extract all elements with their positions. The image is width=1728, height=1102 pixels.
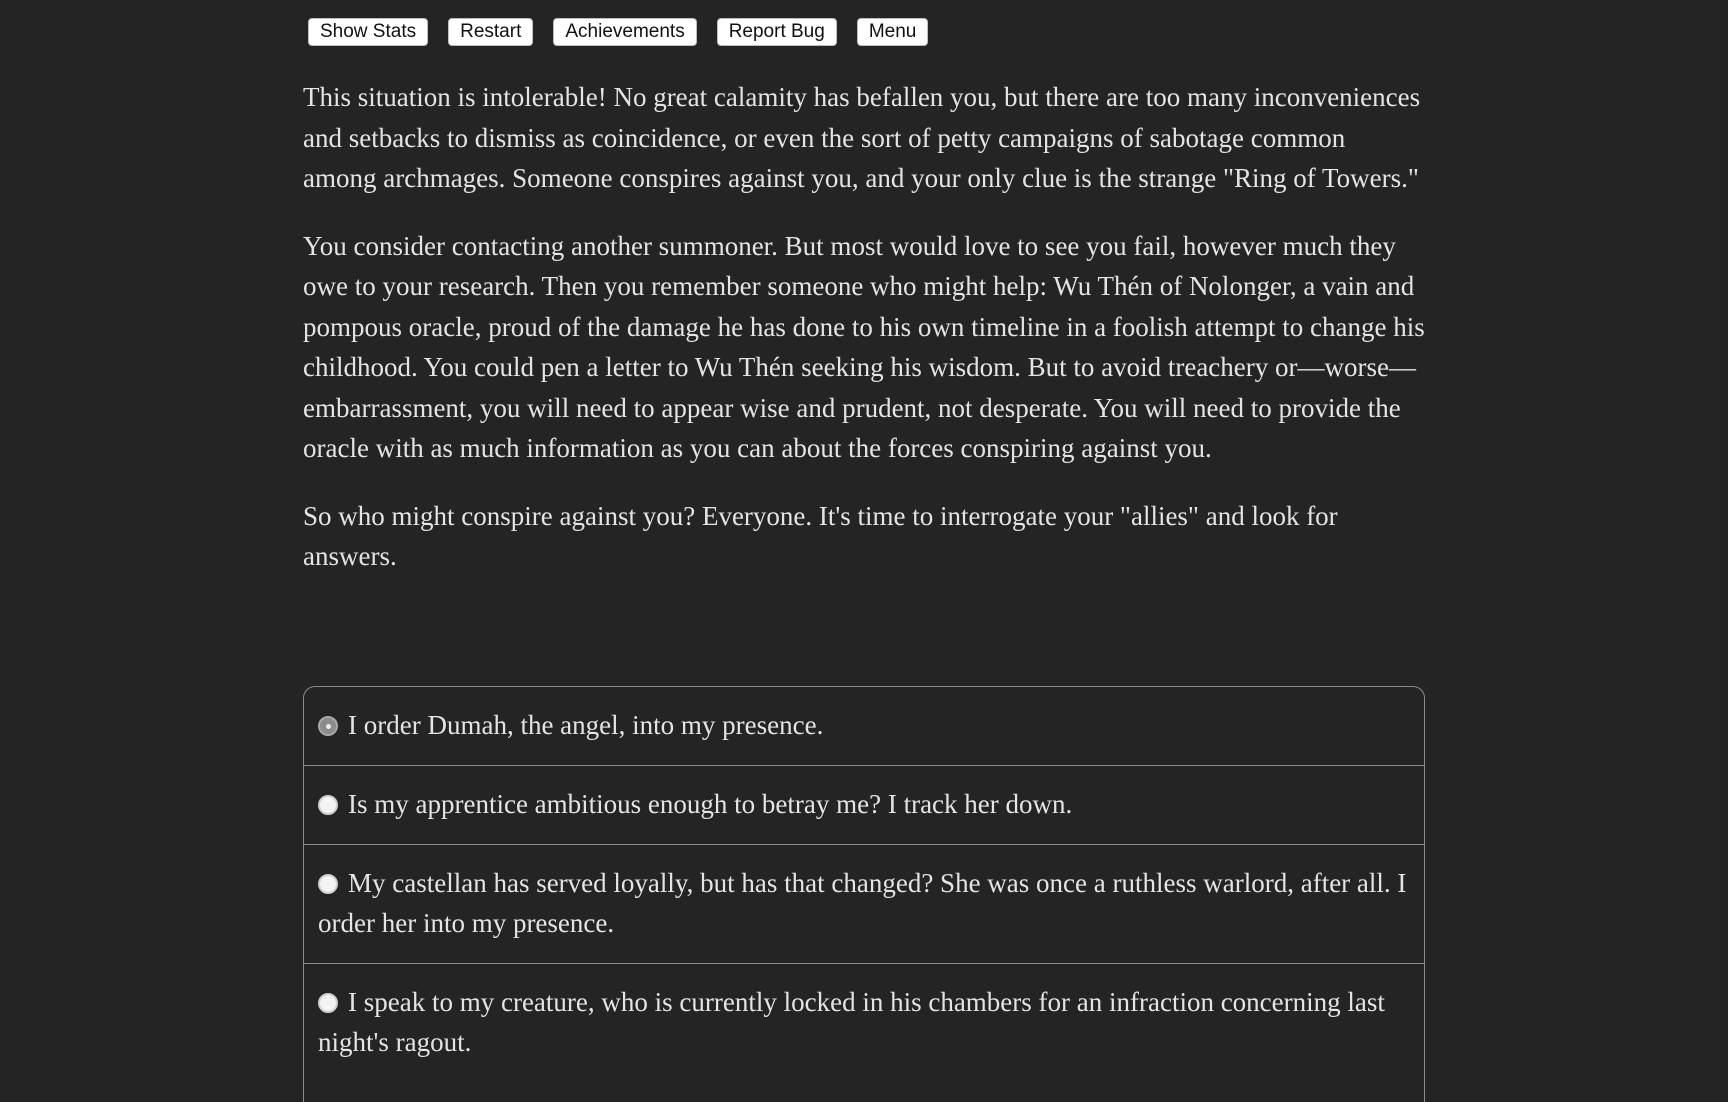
choice-option-apprentice[interactable] [304,766,1424,845]
report-bug-button[interactable]: Report Bug [717,18,837,46]
radio-icon[interactable] [318,874,338,894]
radio-icon[interactable] [318,993,338,1013]
achievements-button[interactable]: Achievements [553,18,696,46]
toolbar [308,18,928,46]
story-paragraph: So who might conspire against you? Everyone. It's time to interrogate your "allies" and look for answers. [303,500,1338,571]
story-paragraph: This situation is intolerable! No great calamity has befallen you, but there are too many inconveniences and setbacks to dismiss as coincidence, or even the sort of petty campaigns of sabotage common among archmages. Someone conspires against you, and your only clue is the strange "Ring of Towers." [303,82,1421,193]
choice-label: My castellan has served loyally, but has that changed? She was once a ruthless warlord, after all. I order her into my presence. [318,868,1407,938]
choice-label: I order Dumah, the angel, into my presence. [348,710,824,740]
choice-option-dumah[interactable] [304,687,1424,766]
choice-label: I speak to my creature, who is currently locked in his chambers for an infraction concerning last night's ragout. [318,987,1385,1057]
story-text [303,77,1425,604]
menu-button[interactable]: Menu [857,18,929,46]
radio-icon[interactable] [318,795,338,815]
choice-option-creature[interactable] [304,964,1424,1102]
radio-selected-icon[interactable] [318,716,338,736]
choice-list [303,686,1425,1102]
show-stats-button[interactable]: Show Stats [308,18,428,46]
choice-label: Is my apprentice ambitious enough to betray me? I track her down. [348,789,1073,819]
restart-button[interactable]: Restart [448,18,533,46]
choice-option-castellan[interactable] [304,845,1424,964]
story-paragraph: You consider contacting another summoner. But most would love to see you fail, however much they owe to your research. Then you remember someone who might help: Wu Thén of Nolonger, a vain and pompous oracle, proud of the damage he has done to his own timeline in a foolish attempt to change his childhood. You could pen a letter to Wu Thén seeking his wisdom. But to avoid treachery or—worse—embarrassment, you will need to appear wise and prudent, not desperate. You will need to provide the oracle with as much information as you can about the forces conspiring against you. [303,230,1425,463]
